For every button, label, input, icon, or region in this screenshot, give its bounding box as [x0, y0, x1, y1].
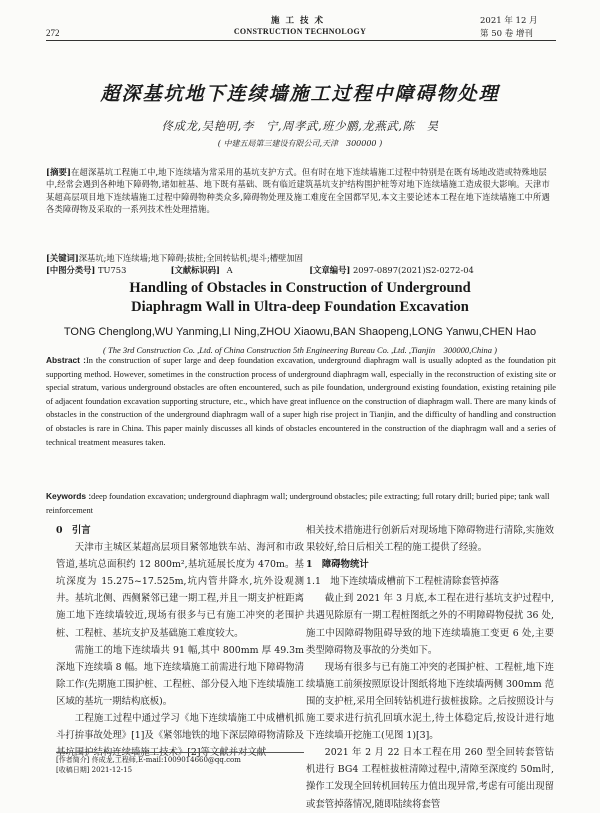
abstract-en-text: In the construction of super large and deep foundation excavation, underground diaphragm wall is usually adopted as the foundation pit supporting method. However, sometimes in the construction process of underground diaphragm wall, especially in the reconstruction of existing site or special stratum, various underground obstacles are often encountered, such as pile foundation, underground existing foundation, existing retaining pile of adjacent foundation excavation supporting structure, etc., which have great influence on the construction of diaphragm wall. There are many kinds of obstacles in the construction of the underground diaphragm wall of a super high rise project in Tianjin, and the difficulty of handling and construction of obstacles is rare in China. This paper mainly discusses all kinds of obstacles encountered in the construction of the diaphragm wall and a series of technical treatment measures taken. [46, 356, 556, 447]
keywords-cn [46, 252, 556, 264]
subsection-heading-1-1: 1.1 地下连续墙成槽前下工程桩清除套管掉落 [306, 576, 500, 588]
body-paragraph: 截止到 2021 年 3 月底,本工程在进行基坑支护过程中,共遇见除原有一期工程桩图纸之外的不明障碍物侵扰 36 处,施工中因障碍物阻碍导致的地下连续墙施工变更 6 处,主要类型障碍物及事故的分类如下。 [306, 593, 554, 656]
page-number: 272 [46, 28, 60, 38]
body-paragraph: 工程施工过程中通过学习《地下连续墙施工中成槽机抓斗打拚事故处理》[1]及《紧邻地铁的地下深层障碍物清除及基坑围护结构连续墙施工技术》[2]等文献并对文献 [56, 713, 304, 759]
running-header [0, 0, 600, 44]
keywords-cn-text: 深基坑;地下连续墙;地下障碍;拔桩;全回转钻机;堤斗;槽壁加固 [78, 253, 303, 263]
keywords-en-text: deep foundation excavation; underground diaphragm wall; underground obstacles; pile extracting; full rotary drill; buried pipe; tank wall reinforcement [46, 492, 550, 515]
title-cn: 超深基坑地下连续墙施工过程中障碍物处理 [100, 83, 500, 105]
body-paragraph: 需施工的地下连续墙共 91 幅,其中 800mm 厚 49.3m深地下连续墙 8 幅。地下连续墙施工前需进行地下障碍物清除工作(先期施工围护桩、工程桩、部分侵入地下连续墙施工区域的基坑一期结构底板)。 [56, 644, 304, 707]
doc-code-label: [文献标识码] [170, 265, 220, 276]
keywords-cn-label: [关键词] [46, 253, 79, 263]
clc-value: TU753 [97, 265, 127, 276]
abstract-cn-label: [摘要] [46, 167, 72, 177]
body-paragraph: 2021 年 2 月 22 日本工程在用 260 型全回转套管钻机进行 BG4 工程桩拔桩清障过程中,清障至深度约 50m时,操作工发现全回转机回转压力值出现异常,考虑有可能出现留或套管掉落情况,随即陆续将套管 [306, 747, 554, 810]
clc-label: [中图分类号] [46, 265, 96, 276]
keywords-en-label: Keywords : [46, 491, 92, 501]
section-heading-1: 1 障碍物统计 [306, 559, 369, 571]
abstract-cn-text: 在超深基坑工程施工中,地下连续墙为常采用的基坑支护方式。但有时在地下连续墙施工过程中特别是在既有场地改造或特殊地层中,经常会遇到各种地下障碍物,诸如桩基、地下既有基础、既有临近建筑基坑支护结构围护桩等对地下连续墙施工造成很大影响。天津市某超高层项目地下连续墙施工过程中障碍物种类众多,障碍物处理及施工难度在全国都罕见,本文主要论述本工程在地下连续墙施工中所遇各类障碍物及采取的一系列技术性处理措施。 [46, 167, 550, 215]
body-column-left [56, 522, 304, 761]
abstract-en-label: Abstract : [46, 355, 86, 365]
article-id-value: 2097-0897(2021)S2-0272-04 [352, 265, 474, 276]
authors-en: TONG Chenglong,WU Yanming,LI Ning,ZHOU Xiaowu,BAN Shaopeng,LONG Yanwu,CHEN Hao [63, 326, 537, 338]
classification-row [46, 264, 556, 276]
body-paragraph: 天津市主城区某超高层项目紧邻地铁车站、海河和市政管道,基坑总面积约 12 800m²,基坑延展长度为 470m。基坑深度为 15.275~17.525m,坑内管井降水,坑外设观测井。基坑北侧、西侧紧邻已建一期工程,并且一期支护桩距离施工地下连续墙较近,现场有很多与已有施工冲突的老围护桩、工程桩、基坑支护及基础施工难度较大。 [56, 542, 304, 639]
issue-date: 2021 年 12 月 [480, 16, 538, 26]
body-paragraph: 相关技术措施进行创新后对现场地下障碍物进行清除,实施效果较好,给日后相关工程的施工提供了经验。 [306, 525, 554, 554]
title-en-line2: Diaphragm Wall in Ultra-deep Foundation Excavation [131, 299, 469, 315]
doc-code-value: A [226, 265, 233, 276]
affiliation-en: ( The 3rd Construction Co. ,Ltd. of China Construction 5th Engineering Bureau Co. ,Ltd. ,Tianjin 300000,China ) [103, 345, 497, 355]
body-paragraph: 现场有很多与已有施工冲突的老围护桩、工程桩,地下连续墙施工前须按照原设计图纸将地下连续墙两侧 300mm 范围的支护桩,采用全回转钻机进行拔桩拔除。之后按照设计与施工要求进行抗孔回填水泥土,待土体稳定后,按设计进行地下连续墙开挖施工(见图 1)[3]。 [306, 661, 554, 742]
section-heading-intro: 0 引言 [56, 525, 91, 536]
title-en-line1: Handling of Obstacles in Construction of Underground [129, 280, 471, 296]
body-column-right [306, 522, 554, 813]
keywords-en [46, 490, 556, 517]
footnote-received: [收稿日期] 2021-12-15 [56, 766, 133, 774]
footnote-author: [作者简介] 佟成龙,工程师,E-mail:1009014660@qq.com [56, 756, 241, 764]
title-en [0, 279, 600, 317]
affiliation-cn: ( 中建五局第三建设有限公司,天津 300000 ) [217, 139, 383, 148]
abstract-cn [46, 166, 556, 216]
authors-cn: 佟成龙,吴艳明,李 宁,周孝武,班少鹏,龙燕武,陈 昊 [161, 119, 439, 133]
volume-issue: 第 50 卷 增刊 [480, 29, 533, 39]
meta-block [46, 252, 556, 277]
journal-name-en: CONSTRUCTION TECHNOLOGY [233, 27, 367, 36]
abstract-en [46, 354, 556, 449]
article-id-label: [文章编号] [309, 265, 351, 276]
footnote [56, 752, 304, 775]
header-rule [46, 40, 556, 41]
journal-name-cn: 施工技术 [270, 16, 329, 26]
